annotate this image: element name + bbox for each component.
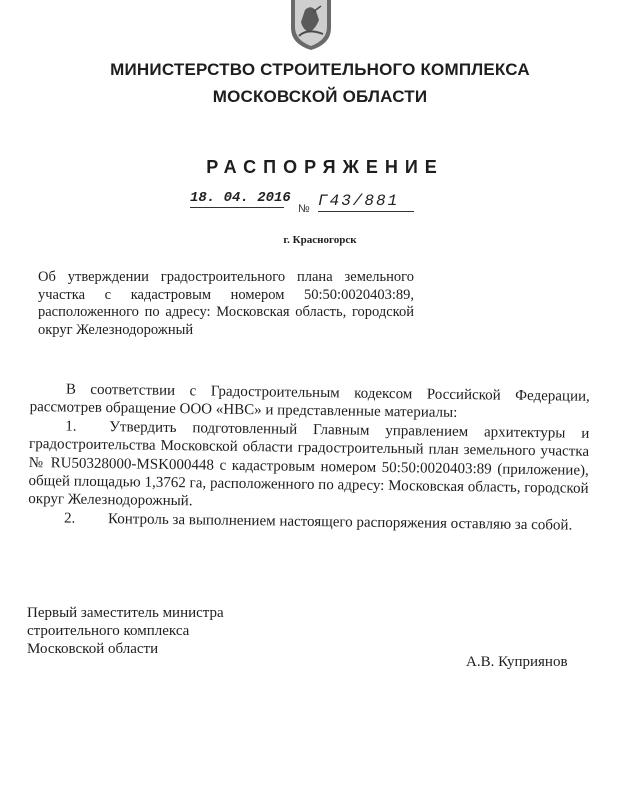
ministry-name-line2: МОСКОВСКОЙ ОБЛАСТИ	[212, 87, 428, 106]
document-type-title: РАСПОРЯЖЕНИЕ	[206, 157, 444, 177]
body-item-1	[28, 417, 589, 517]
ministry-name-line1: МИНИСТЕРСТВО СТРОИТЕЛЬНОГО КОМПЛЕКСА	[110, 60, 530, 79]
item-2-text: Контроль за выполнением настоящего распоряжения оставляю за собой.	[107, 510, 573, 534]
signer-position-line3: Московской области	[27, 641, 159, 657]
item-1-text: Утвердить подготовленный Главным управлением архитектуры и градостроительства Московской области градостроительный план земельного участка № RU50328000-MSK000448 с кадастровым номером 50:50:0020403:89 (приложение), общей площадью 1,3762 га, расположенного по адресу: Московская область, городской округ Железнодорожный.	[28, 418, 590, 510]
signer-position-line1: Первый заместитель министра	[27, 605, 224, 621]
coat-of-arms-emblem	[283, 0, 339, 50]
body-intro: В соответствии с Градостроительным кодексом Российской Федерации, рассмотрев обращение ООО «НВС» и представленные материалы:	[29, 381, 590, 422]
document-subject: Об утверждении градостроительного плана земельного участка с кадастровым номером 50:50:0020403:89, расположенного по адресу: Московская область, городской округ Железнодорожный	[38, 269, 414, 338]
signer-name: А.В. Куприянов	[466, 654, 568, 670]
city-label: г. Красногорск	[283, 234, 357, 246]
item-2-number: 2.	[63, 510, 76, 527]
signer-position-line2: строительного комплекса	[27, 623, 190, 639]
document-body	[28, 380, 590, 535]
signer-position	[27, 604, 287, 658]
number-sign: №	[298, 203, 310, 215]
item-1-number: 1.	[65, 418, 77, 435]
document-date: 18. 04. 2016	[190, 190, 291, 206]
document-number: Г43/881	[318, 192, 414, 212]
